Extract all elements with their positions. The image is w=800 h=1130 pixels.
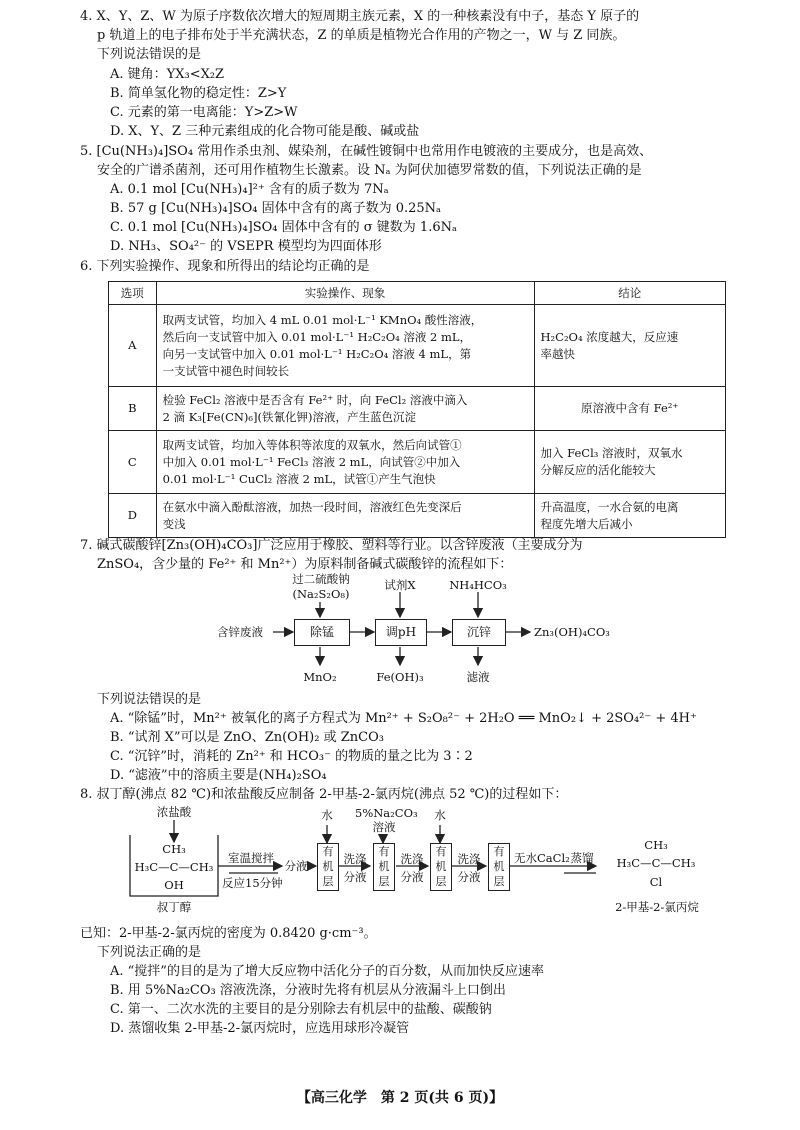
q4-option-d: D. X、Y、Z 三种元素组成的化合物可能是酸、碱或盐 <box>110 124 420 139</box>
q7-option-c: C. “沉锌”时，消耗的 Zn²⁺ 和 HCO₃⁻ 的物质的量之比为 3∶2 <box>110 749 473 764</box>
q6-stem: 6. 下列实验操作、现象和所得出的结论均正确的是 <box>80 259 370 274</box>
q7-reagent1-name: 过二硫酸钠 <box>292 572 350 586</box>
table-cell-line: 变浅 <box>162 516 186 531</box>
q7-step-demanganese: 除锰 <box>294 619 350 646</box>
q8-conc-hcl: 浓盐酸 <box>156 805 192 819</box>
q8-reactant-name: 叔丁醇 <box>156 900 192 914</box>
q8-known: 已知：2-甲基-2-氯丙烷的密度为 0.8420 g·cm⁻³。 <box>80 926 377 941</box>
q6-row-b-option: B <box>109 387 157 431</box>
q8-distill: 蒸馏 <box>570 851 594 865</box>
q7-step-precipitate-zinc: 沉锌 <box>452 619 506 646</box>
table-cell-line: 中加入 0.01 mol·L⁻¹ FeCl₃ 溶液 2 mL，向试管②中加入 <box>162 454 461 469</box>
table-cell-line: H₂C₂O₄ 浓度越大，反应速 <box>540 329 679 344</box>
q8-hydroxyl: OH <box>164 878 184 892</box>
q8-cond-time: 反应15分钟 <box>222 876 283 890</box>
q8-na2co3-solution: 溶液 <box>372 820 396 834</box>
q5-stem-line1: 5. [Cu(NH₃)₄]SO₄ 常用作杀虫剂、媒染剂，在碱性镀铜中也常用作电镀液的主要成分，也是高效、 <box>80 144 653 159</box>
q4-option-a: A. 键角：YX₃<X₂Z <box>110 67 225 82</box>
q7-out-feoh3: Fe(OH)₃ <box>376 670 424 684</box>
q6-header-operation: 实验操作、现象 <box>156 282 534 305</box>
q7-stem-line3: 下列说法错误的是 <box>97 692 202 707</box>
q8-organic-layer-4: 有机层 <box>488 843 510 891</box>
table-cell-line: 分解反应的活化能较大 <box>540 463 656 477</box>
q7-reagent1-formula: (Na₂S₂O₈) <box>292 587 350 601</box>
q6-row-c-option: C <box>109 431 157 494</box>
q4-option-b: B. 简单氢化物的稳定性：Z>Y <box>110 86 287 101</box>
q8-separate-3: 分液 <box>400 870 424 884</box>
q7-option-a: A. “除锰”时，Mn²⁺ 被氧化的离子方程式为 Mn²⁺ + S₂O₈²⁻ + 2H₂O ══ MnO₂↓ + 2SO₄²⁻ + 4H⁺ <box>110 711 697 726</box>
q8-option-a: A. “搅拌”的目的是为了增大反应物中活化分子的百分数，从而加快反应速率 <box>110 964 544 979</box>
q8-water-1: 水 <box>321 808 333 822</box>
q8-product-name: 2-甲基-2-氯丙烷 <box>615 900 699 914</box>
q4-option-c: C. 元素的第一电离能：Y>Z>W <box>110 105 298 120</box>
q4-stem-line3: 下列说法错误的是 <box>97 47 202 62</box>
table-cell-line: 在氨水中滴入酚酞溶液，加热一段时间，溶液红色先变深后 <box>162 499 462 514</box>
q8-separate-2: 分液 <box>343 870 367 884</box>
q7-option-b: B. “试剂 X”可以是 ZnO、Zn(OH)₂ 或 ZnCO₃ <box>110 730 384 745</box>
q5-option-c: C. 0.1 mol [Cu(NH₃)₄]SO₄ 固体中含有的 σ 键数为 1.6Nₐ <box>110 220 457 235</box>
q8-water-2: 水 <box>434 808 446 822</box>
q8-product-chloro: Cl <box>649 875 663 889</box>
q8-wash-3: 洗涤 <box>457 852 481 866</box>
q8-cond-stir: 室温搅拌 <box>228 851 274 865</box>
q8-option-d: D. 蒸馏收集 2-甲基-2-氯丙烷时，应选用球形冷凝管 <box>110 1021 410 1036</box>
table-cell-line: 加入 FeCl₃ 溶液时，双氧水 <box>540 446 683 460</box>
q8-organic-layer-2: 有机层 <box>373 843 395 891</box>
q6-row-a-option: A <box>109 305 157 387</box>
q8-option-b: B. 用 5%Na₂CO₃ 溶液洗涤，分液时先将有机层从分液漏斗上口倒出 <box>110 983 506 998</box>
q8-wash-2: 洗涤 <box>400 852 424 866</box>
table-cell-line: 程度先增大后减小 <box>540 516 633 531</box>
q7-out-filtrate: 滤液 <box>466 670 490 684</box>
q8-separate-1: 分液 <box>284 859 308 873</box>
q8-wash-1: 洗涤 <box>343 852 367 866</box>
q8-na2co3-label: 5%Na₂CO₃ <box>355 806 418 820</box>
q8-organic-layer-3: 有机层 <box>430 843 452 891</box>
table-cell-line: 取两支试管，均加入等体积等浓度的双氧水，然后向试管① <box>162 437 462 452</box>
q6-row-d-option: D <box>109 494 157 538</box>
q8-stem-line2: 下列说法正确的是 <box>97 945 202 960</box>
q7-out-mno2: MnO₂ <box>303 670 337 684</box>
q8-methyl-top: CH₃ <box>162 842 186 856</box>
q4-stem-line1: 4. X、Y、Z、W 为原子序数依次增大的短周期主族元素，X 的一种核素没有中子，基态 Y 原子的 <box>80 9 640 24</box>
q8-carbon-chain: H₃C—C—CH₃ <box>134 860 214 874</box>
table-cell-line: 取两支试管，均加入 4 mL 0.01 mol·L⁻¹ KMnO₄ 酸性溶液， <box>162 312 483 327</box>
q5-option-a: A. 0.1 mol [Cu(NH₃)₄]²⁺ 含有的质子数为 7Nₐ <box>110 182 389 197</box>
q8-dry-cacl2: 无水CaCl₂ <box>514 851 570 865</box>
page-footer: 【高三化学 第 2 页(共 6 页)】 <box>296 1090 504 1106</box>
table-cell-line: 向另一支试管中加入 0.01 mol·L⁻¹ H₂C₂O₄ 溶液 4 mL，第 <box>162 346 472 361</box>
table-cell-line: 升高温度，一水合氨的电离 <box>540 499 679 514</box>
q8-organic-layer-1: 有机层 <box>317 843 339 891</box>
table-cell-line: 一支试管中褪色时间较长 <box>162 363 290 378</box>
q7-product: Zn₃(OH)₄CO₃ <box>534 625 610 639</box>
q5-option-b: B. 57 g [Cu(NH₃)₄]SO₄ 固体中含有的离子数为 0.25Nₐ <box>110 201 442 216</box>
table-cell-line: 然后向一支试管中加入 0.01 mol·L⁻¹ H₂C₂O₄ 溶液 2 mL， <box>162 329 472 344</box>
q6-header-option: 选项 <box>109 282 157 305</box>
q7-stem-line2: ZnSO₄，含少量的 Fe²⁺ 和 Mn²⁺）为原料制备碱式碳酸锌的流程如下： <box>97 557 513 572</box>
q8-separate-4: 分液 <box>457 870 481 884</box>
q7-stem-line1: 7. 碱式碳酸锌[Zn₃(OH)₄CO₃]广泛应用于橡胶、塑料等行业。以含锌废液（主要成分为 <box>80 538 583 553</box>
q5-option-d: D. NH₃、SO₄²⁻ 的 VSEPR 模型均为四面体形 <box>110 239 382 254</box>
q8-stem-line1: 8. 叔丁醇(沸点 82 ℃)和浓盐酸反应制备 2-甲基-2-氯丙烷(沸点 52 ℃)的过程如下： <box>80 787 568 802</box>
table-cell-line: 0.01 mol·L⁻¹ CuCl₂ 溶液 2 mL，试管①产生气泡快 <box>162 471 436 486</box>
q7-step-adjust-ph: 调pH <box>375 619 427 646</box>
table-cell-line: 率越快 <box>540 346 575 361</box>
q6-header-conclusion: 结论 <box>534 282 726 305</box>
table-cell-line: 原溶液中含有 Fe²⁺ <box>581 401 679 415</box>
q7-reagent-x: 试剂X <box>384 578 416 592</box>
q8-option-c: C. 第一、二次水洗的主要目的是分别除去有机层中的盐酸、碳酸钠 <box>110 1002 492 1017</box>
q8-product-methyl-top: CH₃ <box>644 838 668 852</box>
q5-stem-line2: 安全的广谱杀菌剂，还可用作植物生长激素。设 Nₐ 为阿伏加德罗常数的值，下列说法正确的是 <box>97 163 642 178</box>
q7-reagent-nh4hco3: NH₄HCO₃ <box>449 578 507 592</box>
table-cell-line: 检验 FeCl₂ 溶液中是否含有 Fe²⁺ 时，向 FeCl₂ 溶液中滴入 <box>162 392 468 407</box>
q7-input-label: 含锌废液 <box>217 625 263 639</box>
q7-option-d: D. “滤液”中的溶质主要是(NH₄)₂SO₄ <box>110 768 327 783</box>
q8-product-chain: H₃C—C—CH₃ <box>616 856 696 870</box>
q4-stem-line2: p 轨道上的电子排布处于半充满状态，Z 的单质是植物光合作用的产物之一，W 与 Z 同族。 <box>97 28 626 43</box>
table-cell-line: 2 滴 K₃[Fe(CN)₆](铁氰化钾)溶液，产生蓝色沉淀 <box>162 409 416 424</box>
